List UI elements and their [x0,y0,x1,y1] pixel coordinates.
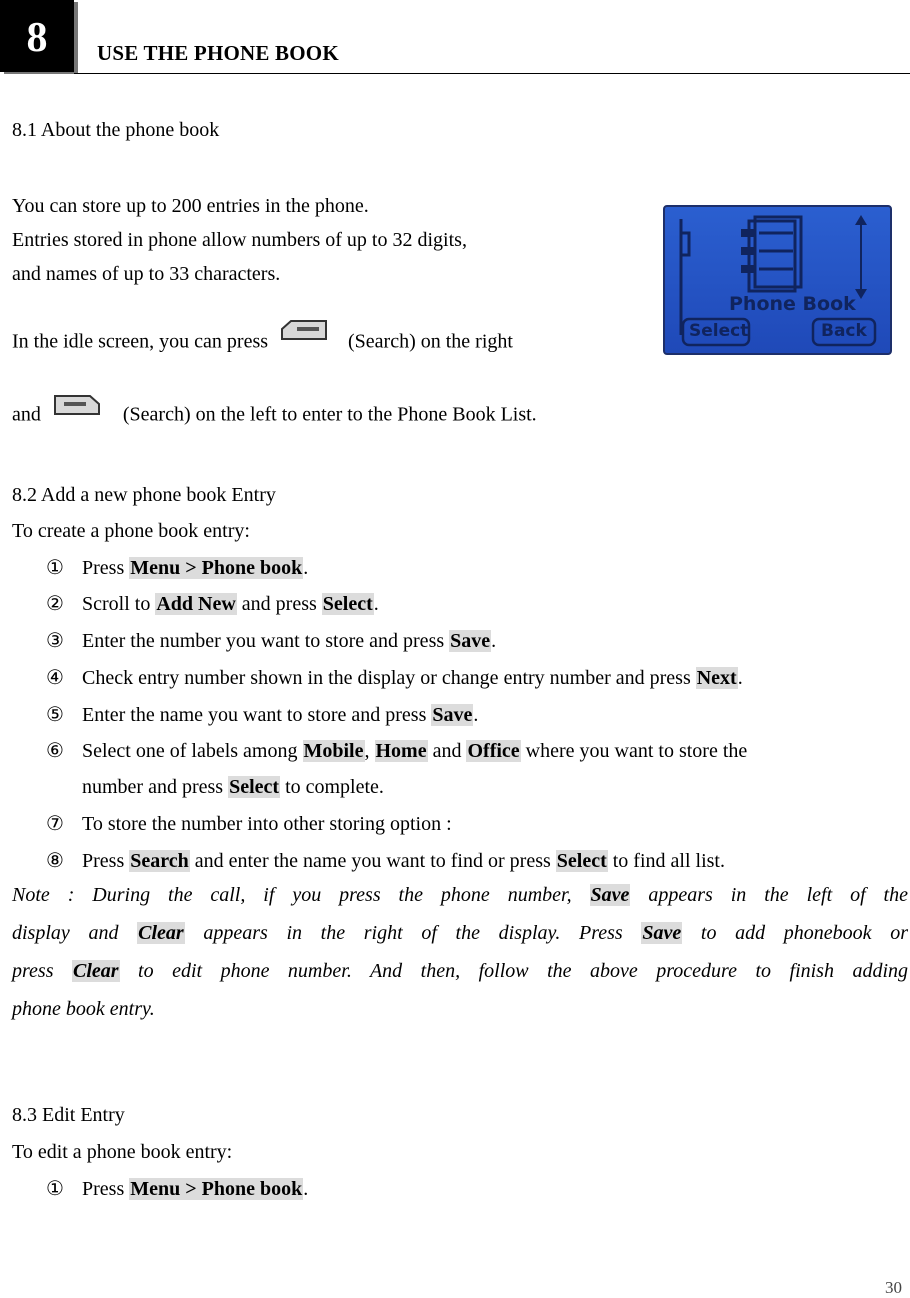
note-paragraph [12,876,908,1028]
step-item: ③ Enter the number you want to store and press Save. [46,630,497,652]
section-heading-8-3: 8.3 Edit Entry [12,1104,125,1126]
chapter-header [0,0,910,76]
paragraph: You can store up to 200 entries in the phone. [12,195,369,217]
paragraph-search-right: In the idle screen, you can press (Search) on the right [12,325,513,361]
page-number: 30 [885,1278,902,1297]
lcd-left-softkey: Select [689,321,749,341]
step-item-continued: number and press Select to complete. [82,776,384,798]
section-intro: To create a phone book entry: [12,520,250,542]
lcd-right-softkey: Back [821,321,867,341]
step-item: ① Press Menu > Phone book. [46,557,309,579]
header-rule [74,73,910,74]
chapter-number: 8 [0,0,74,72]
paragraph: and names of up to 33 characters. [12,263,281,285]
chapter-title: USE THE PHONE BOOK [97,41,339,65]
paragraph: Entries stored in phone allow numbers of up to 32 digits, [12,229,467,251]
left-softkey-icon [52,390,102,426]
lcd-title: Phone Book [729,293,856,315]
step-item: ⑦ To store the number into other storing option : [46,813,452,835]
right-softkey-icon [279,315,329,351]
note-line: Note : During the call, if you press the phone number, Save appears in the left of the [12,884,908,906]
note-line: display and Clear appears in the right of the display. Press Save to add phonebook or [12,922,909,944]
section-intro: To edit a phone book entry: [12,1141,233,1163]
step-item: ⑧ Press Search and enter the name you want to find or press Select to find all list. [46,850,725,872]
section-heading-8-1: 8.1 About the phone book [12,119,220,141]
step-item: ② Scroll to Add New and press Select. [46,593,379,615]
step-item: ⑤ Enter the name you want to store and press Save. [46,704,479,726]
note-line: phone book entry. [12,998,155,1020]
step-item: ⑥ Select one of labels among Mobile, Home and Office where you want to store the [46,740,748,762]
note-line: press Clear to edit phone number. And then, follow the above procedure to finish adding [12,960,909,982]
section-heading-8-2: 8.2 Add a new phone book Entry [12,484,276,506]
step-item: ④ Check entry number shown in the display or change entry number and press Next. [46,667,743,689]
phone-book-lcd-screen [663,205,892,355]
paragraph-search-left: and (Search) on the left to enter to the Phone Book List. [12,398,537,434]
step-item: ① Press Menu > Phone book. [46,1178,309,1200]
